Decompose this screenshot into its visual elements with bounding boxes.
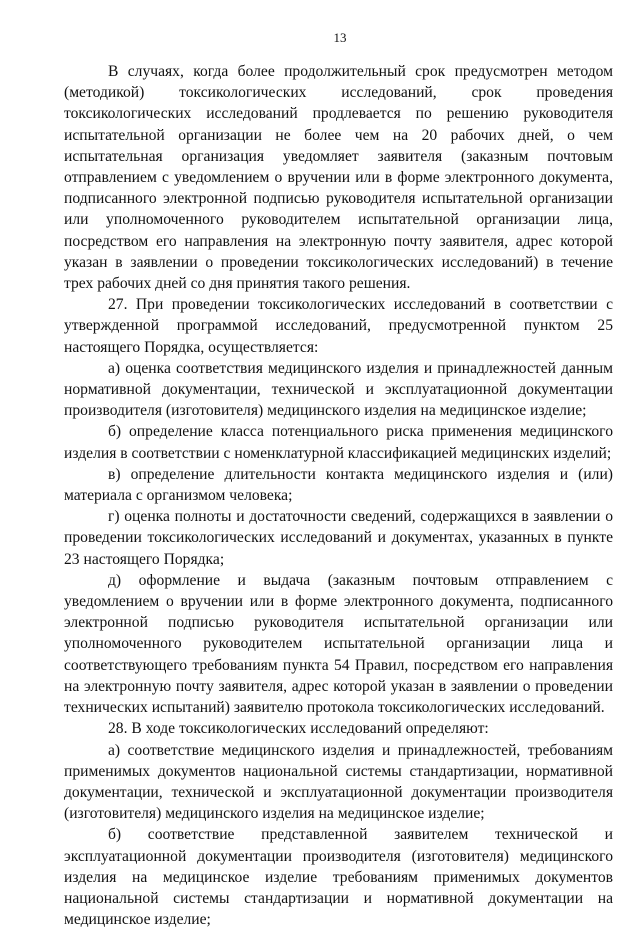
paragraph-28-b: б) соответствие представленной заявителем технической и эксплуатационной документации производителя (изготовителя) медицинского изделия на медицинское изделие требованиям применимых документов национальной системы стандартизации и нормативной документации на медицинское изделие; — [64, 826, 613, 929]
paragraph-28-intro: 28. В ходе токсикологических исследований определяют: — [108, 720, 489, 738]
paragraph-27-d: д) оформление и выдача (заказным почтовым отправлением с уведомлением о вручении или в форме электронного документа, подписанного электронной подписью руководителя испытательной организации или уполномоченного руководителем испытательной организации лица и соответствующего требованиям пункта 54 Правил, посредством его направления на электронную почту заявителя, адрес которой указан в заявлении о проведении технических испытаний) заявителю протокола токсикологических исследований. — [64, 571, 613, 717]
paragraph-27-b: б) определение класса потенциального риска применения медицинского изделия в соответствии с номенклатурной классификацией медицинских изделий; — [64, 423, 613, 462]
document-body — [64, 61, 613, 930]
paragraph-28-a: а) соответствие медицинского изделия и принадлежностей, требованиям применимых документов национальной системы стандартизации, нормативной документации, технической и эксплуатационной документации производителя (изготовителя) медицинского изделия на медицинское изделие; — [64, 741, 613, 823]
page-number: 13 — [333, 30, 347, 45]
paragraph-27-a: а) оценка соответствия медицинского изделия и принадлежностей данным нормативной документации, технической и эксплуатационной документации производителя (изготовителя) медицинского изделия на медицинское изделие; — [64, 359, 613, 420]
paragraph-extension-notice: В случаях, когда более продолжительный срок предусмотрен методом (методикой) токсикологических исследований, срок проведения токсикологических исследований продлевается по решению руководителя испытательной организации не более чем на 20 рабочих дней, о чем испытательная организация уведомляет заявителя (заказным почтовым отправлением с уведомлением о вручении или в форме электронного документа, подписанного электронной подписью руководителя испытательной организации или уполномоченного руководителем испытательной организации лица, посредством его направления на электронную почту заявителя, адрес которой указан в заявлении о проведении токсикологических исследований) в течение трех рабочих дней со дня принятия такого решения. — [64, 63, 613, 293]
paragraph-27-v: в) определение длительности контакта медицинского изделия и (или) материала с организмом человека; — [64, 465, 613, 505]
paragraph-27-intro: 27. При проведении токсикологических исследований в соответствии с утвержденной программой исследований, предусмотренной пунктом 25 настоящего Порядка, осуществляется: — [64, 296, 613, 356]
paragraph-27-g: г) оценка полноты и достаточности сведений, содержащихся в заявлении о проведении токсикологических исследований и документах, указанных в пункте 23 настоящего Порядка; — [64, 508, 613, 568]
